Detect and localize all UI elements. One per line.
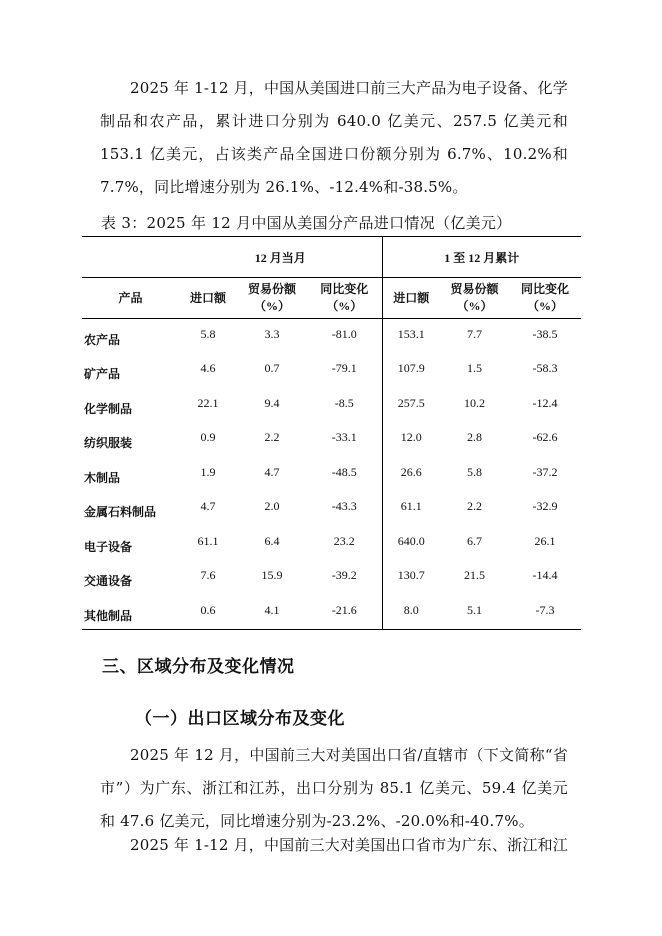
header-cum-yoy: 同比变化 （%） [509, 278, 581, 319]
cell-month-import: 22.1 [197, 395, 219, 410]
table-row [82, 422, 581, 457]
cell-cum-yoy: -62.6 [532, 430, 558, 444]
cell-cum-import: 257.5 [397, 395, 425, 410]
cell-cum-import: 61.1 [400, 499, 422, 513]
cell-cum-share: 21.5 [464, 568, 485, 582]
cell-product-name: 农产品 [84, 333, 121, 347]
table-row [82, 595, 581, 630]
cell-month-yoy: -8.5 [307, 388, 382, 423]
cell-cum-yoy: -7.3 [509, 595, 581, 630]
cell-month-yoy: -21.6 [307, 595, 382, 630]
cell-month-share: 9.4 [264, 395, 280, 410]
cell-product-name: 化学制品 [84, 401, 133, 416]
cell-product-name: 木制品 [84, 470, 121, 485]
cell-month-share: 4.7 [264, 464, 280, 479]
cell-month-yoy: -33.1 [307, 422, 382, 457]
cell-product-name: 矿产品 [84, 367, 121, 381]
cell-cum-share: 7.7 [467, 327, 482, 341]
table-row [82, 491, 581, 526]
cell-cum-share: 6.7 [467, 533, 482, 548]
cell-month-share: 2.2 [264, 430, 280, 444]
cell-month-share: 15.9 [261, 568, 283, 582]
cell-month-import: 5.8 [200, 327, 216, 341]
header-cum-import: 进口额 [382, 278, 440, 319]
cell-month-yoy: -81.0 [307, 319, 382, 354]
table-header-group-row [82, 237, 581, 278]
cell-month-share: 6.4 [264, 533, 280, 548]
cell-cum-yoy: -58.3 [532, 361, 558, 375]
table-body [82, 319, 581, 630]
header-month-import: 进口额 [179, 278, 237, 319]
table-row [82, 319, 581, 354]
cell-cum-import: 12.0 [400, 430, 422, 444]
cell-cum-import: 8.0 [382, 595, 440, 630]
cell-cum-share: 2.2 [467, 499, 482, 513]
cell-month-share: 0.7 [264, 361, 280, 375]
cell-month-yoy: -79.1 [307, 353, 382, 388]
cell-month-share: 2.0 [264, 499, 280, 513]
paragraph-import-products: 2025 年 1-12 月，中国从美国进口前三大产品为电子设备、化学制品和农产品，累计进口分别为 640.0 亿美元、257.5 亿美元和 153.1 亿美元，占该类产品全国进口份额分别为 6.7%、10.2%和 7.7%，同比增速分别为 26.1%、-12.4%和-38.5%。 [100, 79, 568, 196]
paragraph-export-provinces-dec: 2025 年 12 月，中国前三大对美国出口省/直辖市（下文简称“省市”）为广东、浙江和江苏，出口分别为 85.1 亿美元、59.4 亿美元和 47.6 亿美元，同比增速分别为-23.2%、-20.0%和-40.7%。 [100, 746, 568, 830]
header-cum-share: 贸易份额 （%） [440, 278, 509, 319]
cell-cum-import: 130.7 [397, 568, 425, 582]
cell-cum-share: 5.1 [440, 595, 509, 630]
cell-month-yoy: -43.3 [307, 491, 382, 526]
table-row [82, 353, 581, 388]
cell-cum-yoy: -32.9 [532, 499, 558, 513]
cell-cum-yoy: -37.2 [532, 464, 558, 479]
cell-cum-yoy: -14.4 [532, 568, 558, 582]
cell-month-yoy: -48.5 [307, 457, 382, 492]
cell-cum-share: 1.5 [467, 361, 482, 375]
header-month-yoy: 同比变化 （%） [307, 278, 382, 319]
cell-cum-import: 153.1 [397, 327, 425, 341]
cell-product-name: 其他制品 [82, 595, 179, 630]
table-caption: 表 3：2025 年 12 月中国从美国分产品进口情况（亿美元） [101, 214, 512, 232]
cell-product-name: 纺织服装 [84, 436, 133, 450]
table-row [82, 388, 581, 423]
cell-product-name: 交通设备 [84, 574, 133, 588]
table-row [82, 560, 581, 595]
cell-month-yoy: -39.2 [307, 560, 382, 595]
cell-cum-yoy: -12.4 [532, 395, 558, 410]
cell-month-import: 0.9 [200, 430, 216, 444]
cell-month-share: 3.3 [264, 327, 280, 341]
paragraph-export-provinces-year: 2025 年 1-12 月，中国前三大对美国出口省市为广东、浙江和江 [130, 836, 568, 854]
cell-cum-yoy: 26.1 [534, 533, 556, 548]
table-header-row [82, 278, 581, 319]
header-product: 产品 [82, 278, 179, 319]
cell-month-share: 4.1 [237, 595, 307, 630]
cell-cum-share: 10.2 [464, 395, 485, 410]
cell-month-import: 61.1 [197, 533, 219, 548]
section-heading: 三、区域分布及变化情况 [102, 657, 295, 677]
cell-month-import: 4.7 [200, 499, 216, 513]
cell-month-yoy: 23.2 [307, 526, 382, 561]
cell-month-import: 4.6 [200, 361, 216, 375]
cell-product-name: 金属石料制品 [84, 505, 157, 519]
cell-cum-yoy: -38.5 [532, 327, 558, 341]
subsection-heading: （一）出口区域分布及变化 [135, 709, 345, 729]
cell-month-import: 7.6 [200, 568, 216, 582]
table-row [82, 526, 581, 561]
header-group-cumulative: 1 至 12 月累计 [382, 237, 581, 278]
import-by-product-table [82, 236, 581, 630]
cell-cum-share: 2.8 [467, 430, 482, 444]
cell-month-import: 1.9 [200, 464, 216, 479]
header-month-share: 贸易份额 （%） [237, 278, 307, 319]
cell-product-name: 电子设备 [84, 539, 133, 554]
cell-cum-import: 26.6 [400, 464, 422, 479]
header-group-month: 12 月当月 [179, 237, 382, 278]
table-row [82, 457, 581, 492]
cell-month-import: 0.6 [179, 595, 237, 630]
cell-cum-import: 640.0 [397, 533, 425, 548]
cell-cum-import: 107.9 [397, 361, 425, 375]
cell-cum-share: 5.8 [467, 464, 482, 479]
